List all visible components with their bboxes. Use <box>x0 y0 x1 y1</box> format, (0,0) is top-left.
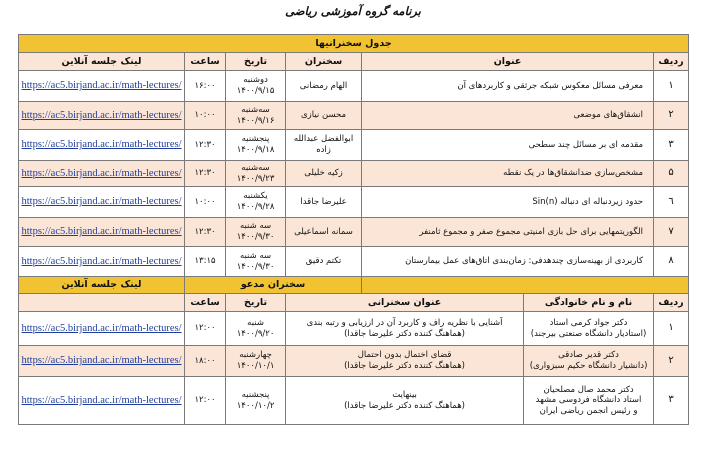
invited-lecture-title <box>286 377 524 425</box>
col-header-speaker: سخنران <box>286 53 362 71</box>
date-value: ۱۴۰۰/۹/۱۵ <box>236 86 275 96</box>
date-value: ۱۴۰۰/۹/۲۳ <box>236 173 275 184</box>
row-number: ۱ <box>654 71 689 102</box>
weekday: پنجشنبه <box>241 389 270 400</box>
lecture-date <box>226 247 286 277</box>
lecture-time: ۱۸:۰۰ <box>185 346 226 377</box>
lecture-title-line: آشنایی با نظریه راف و کاربرد آن در ارزیابی و رتبه بندی <box>306 317 503 328</box>
lecture-date <box>226 218 286 247</box>
invited-lecture-title <box>286 346 524 377</box>
online-session-link[interactable]: https://ac5.birjand.ac.ir/math-lectures/ <box>19 187 185 218</box>
invited-col-header-name: نام و نام خانوادگی <box>524 294 654 312</box>
lecture-time: ۱۲:۰۰ <box>185 377 226 425</box>
row-number: ۵ <box>654 161 689 187</box>
table-row <box>19 130 689 161</box>
weekday: شنبه <box>247 317 264 328</box>
invited-speaker-name <box>524 377 654 425</box>
lecture-date <box>226 102 286 130</box>
online-session-link[interactable]: https://ac5.birjand.ac.ir/math-lectures/ <box>19 130 185 161</box>
invited-col-header-row-no: ردیف <box>654 294 689 312</box>
date-value: ۱۴۰۰/۱۰/۲ <box>236 400 275 411</box>
lecture-time: ۱۳:۱۵ <box>185 247 226 277</box>
col-header-date: تاریخ <box>226 53 286 71</box>
speaker-name-line: دکتر محمد صال مصلحیان <box>543 384 634 395</box>
lecture-time: ۱۲:۳۰ <box>185 218 226 247</box>
date-value: ۱۴۰۰/۹/۲۰ <box>236 328 275 339</box>
lecture-title-line: (هماهنگ کننده دکتر علیرضا جاقدا) <box>344 361 466 371</box>
weekday: چهارشنبه <box>239 350 272 361</box>
invited-speaker-name <box>524 346 654 377</box>
weekday: پنجشنبه <box>241 134 270 145</box>
lecture-time: ۱۰:۰۰ <box>185 187 226 218</box>
online-session-link[interactable]: https://ac5.birjand.ac.ir/math-lectures/ <box>19 312 185 346</box>
speaker-name-line: و رئیس انجمن ریاضی ایران <box>539 405 638 416</box>
table-row <box>19 187 689 218</box>
date-value: ۱۴۰۰/۹/۱۶ <box>236 115 275 126</box>
invited-col-header-title: عنوان سخنرانی <box>286 294 524 312</box>
lecture-title: مشخص‌سازی ضدانشقاق‌ها در یک نقطه <box>362 161 654 187</box>
document-title: برنامه گروه آموزشی ریاضی <box>285 4 421 18</box>
invited-band-link-title: لینک جلسه آنلاین <box>19 277 185 294</box>
date-value: ۱۴۰۰/۹/۲۸ <box>236 202 275 212</box>
row-number: ۳ <box>654 377 689 425</box>
online-session-link[interactable]: https://ac5.birjand.ac.ir/math-lectures/ <box>19 71 185 102</box>
table-row <box>19 312 689 346</box>
date-value: ۱۴۰۰/۹/۳۰ <box>236 261 275 272</box>
lecture-title: حدود زیردنباله ای دنباله Sin(n) <box>362 187 654 218</box>
online-session-link[interactable]: https://ac5.birjand.ac.ir/math-lectures/ <box>19 218 185 247</box>
row-number: ۷ <box>654 218 689 247</box>
invited-band-title: سخنران مدعو <box>185 277 362 294</box>
lecture-title-line: قضای اختمال بدون احتمال <box>357 350 452 361</box>
speaker-name: تکتم دقیق <box>286 247 362 277</box>
lecture-title: معرفی مسائل معکوس شبکه جرثقی و کاربردهای آن <box>362 71 654 102</box>
weekday: سه شنبه <box>239 221 272 232</box>
lectures-band-title: جدول سخنرانیها <box>19 35 689 53</box>
col-header-title: عنوان <box>362 53 654 71</box>
lecture-date <box>226 312 286 346</box>
lecture-time: ۱۲:۳۰ <box>185 130 226 161</box>
weekday: سه‌شنبه <box>241 162 270 173</box>
speaker-name: ابوالفضل عبدالله زاده <box>286 130 362 161</box>
row-number: ٦ <box>654 187 689 218</box>
speaker-name: علیرضا جاقدا <box>286 187 362 218</box>
lecture-date <box>226 130 286 161</box>
date-value: ۱۴۰۰/۹/۱۸ <box>236 145 275 155</box>
row-number: ۳ <box>654 130 689 161</box>
lecture-date <box>226 346 286 377</box>
weekday: سه‌شنبه <box>241 104 270 115</box>
speaker-name-line: (دانشیار دانشگاه حکیم سبزواری) <box>529 361 648 371</box>
lecture-date <box>226 187 286 218</box>
lecture-schedule-table <box>18 34 689 425</box>
date-value: ۱۴۰۰/۹/۳۰ <box>236 232 275 242</box>
weekday: دوشنبه <box>243 75 268 86</box>
speaker-name-line: دکتر جواد کرمی استاد <box>549 317 628 328</box>
online-session-link[interactable]: https://ac5.birjand.ac.ir/math-lectures/ <box>19 377 185 425</box>
lecture-time: ۱۲:۰۰ <box>185 312 226 346</box>
online-session-link[interactable]: https://ac5.birjand.ac.ir/math-lectures/ <box>19 346 185 377</box>
invited-col-header-link <box>19 294 185 312</box>
table-row <box>19 247 689 277</box>
row-number: ۲ <box>654 102 689 130</box>
lectures-band <box>19 35 689 53</box>
speaker-name-line: (استادیار دانشگاه صنعتی بیرجند) <box>530 328 647 339</box>
col-header-link: لینک جلسه آنلاین <box>19 53 185 71</box>
col-header-time: ساعت <box>185 53 226 71</box>
lecture-title: الگوریتمهایی برای حل بازی امنیتی مجموع صفر و مجموع ثامنفر <box>362 218 654 247</box>
lecture-date <box>226 161 286 187</box>
lecture-date <box>226 71 286 102</box>
table-row <box>19 71 689 102</box>
row-number: ۲ <box>654 346 689 377</box>
weekday: سه شنبه <box>239 250 272 261</box>
date-value: ۱۴۰۰/۱۰/۱ <box>236 361 275 371</box>
online-session-link[interactable]: https://ac5.birjand.ac.ir/math-lectures/ <box>19 247 185 277</box>
invited-speaker-name <box>524 312 654 346</box>
speaker-name-line: دکتر قدیر صادقی <box>558 350 619 361</box>
speaker-name: الهام رمضانی <box>286 71 362 102</box>
invited-lecture-title <box>286 312 524 346</box>
speaker-name: زکیه خلیلی <box>286 161 362 187</box>
lecture-title: مقدمه ای بر مسائل چند سطحی <box>362 130 654 161</box>
invited-band <box>19 277 689 294</box>
row-number: ۱ <box>654 312 689 346</box>
lecture-title-line: (هماهنگ کننده دکتر علیرضا جاقدا) <box>344 328 466 339</box>
table-row <box>19 161 689 187</box>
lecture-title-line: (هماهنگ کننده دکتر علیرضا جاقدا) <box>344 400 466 411</box>
online-session-link[interactable]: https://ac5.birjand.ac.ir/math-lectures/ <box>19 102 185 130</box>
col-header-row-no: ردیف <box>654 53 689 71</box>
invited-header-row <box>19 294 689 312</box>
speaker-name: محسن نیازی <box>286 102 362 130</box>
row-number: ۸ <box>654 247 689 277</box>
invited-col-header-date: تاریخ <box>226 294 286 312</box>
lecture-title-line: بینهایت <box>392 389 417 400</box>
lecture-time: ۱۶:۰۰ <box>185 71 226 102</box>
lecture-time: ۱۰:۰۰ <box>185 102 226 130</box>
lecture-date <box>226 377 286 425</box>
table-row <box>19 346 689 377</box>
table-row <box>19 218 689 247</box>
speaker-name: سمانه اسماعیلی <box>286 218 362 247</box>
invited-col-header-time: ساعت <box>185 294 226 312</box>
speaker-name-line: استاد دانشگاه فردوسی مشهد <box>535 395 642 406</box>
table-row <box>19 102 689 130</box>
lecture-title: کاربردی از بهینه‌سازی چندهدفی: زمان‌بندی اتاق‌های عمل بیمارستان <box>362 247 654 277</box>
lecture-time: ۱۲:۳۰ <box>185 161 226 187</box>
lecture-title: انشقاق‌های موضعی <box>362 102 654 130</box>
lectures-header-row <box>19 53 689 71</box>
online-session-link[interactable]: https://ac5.birjand.ac.ir/math-lectures/ <box>19 161 185 187</box>
weekday: یکشنبه <box>243 191 268 202</box>
table-row <box>19 377 689 425</box>
